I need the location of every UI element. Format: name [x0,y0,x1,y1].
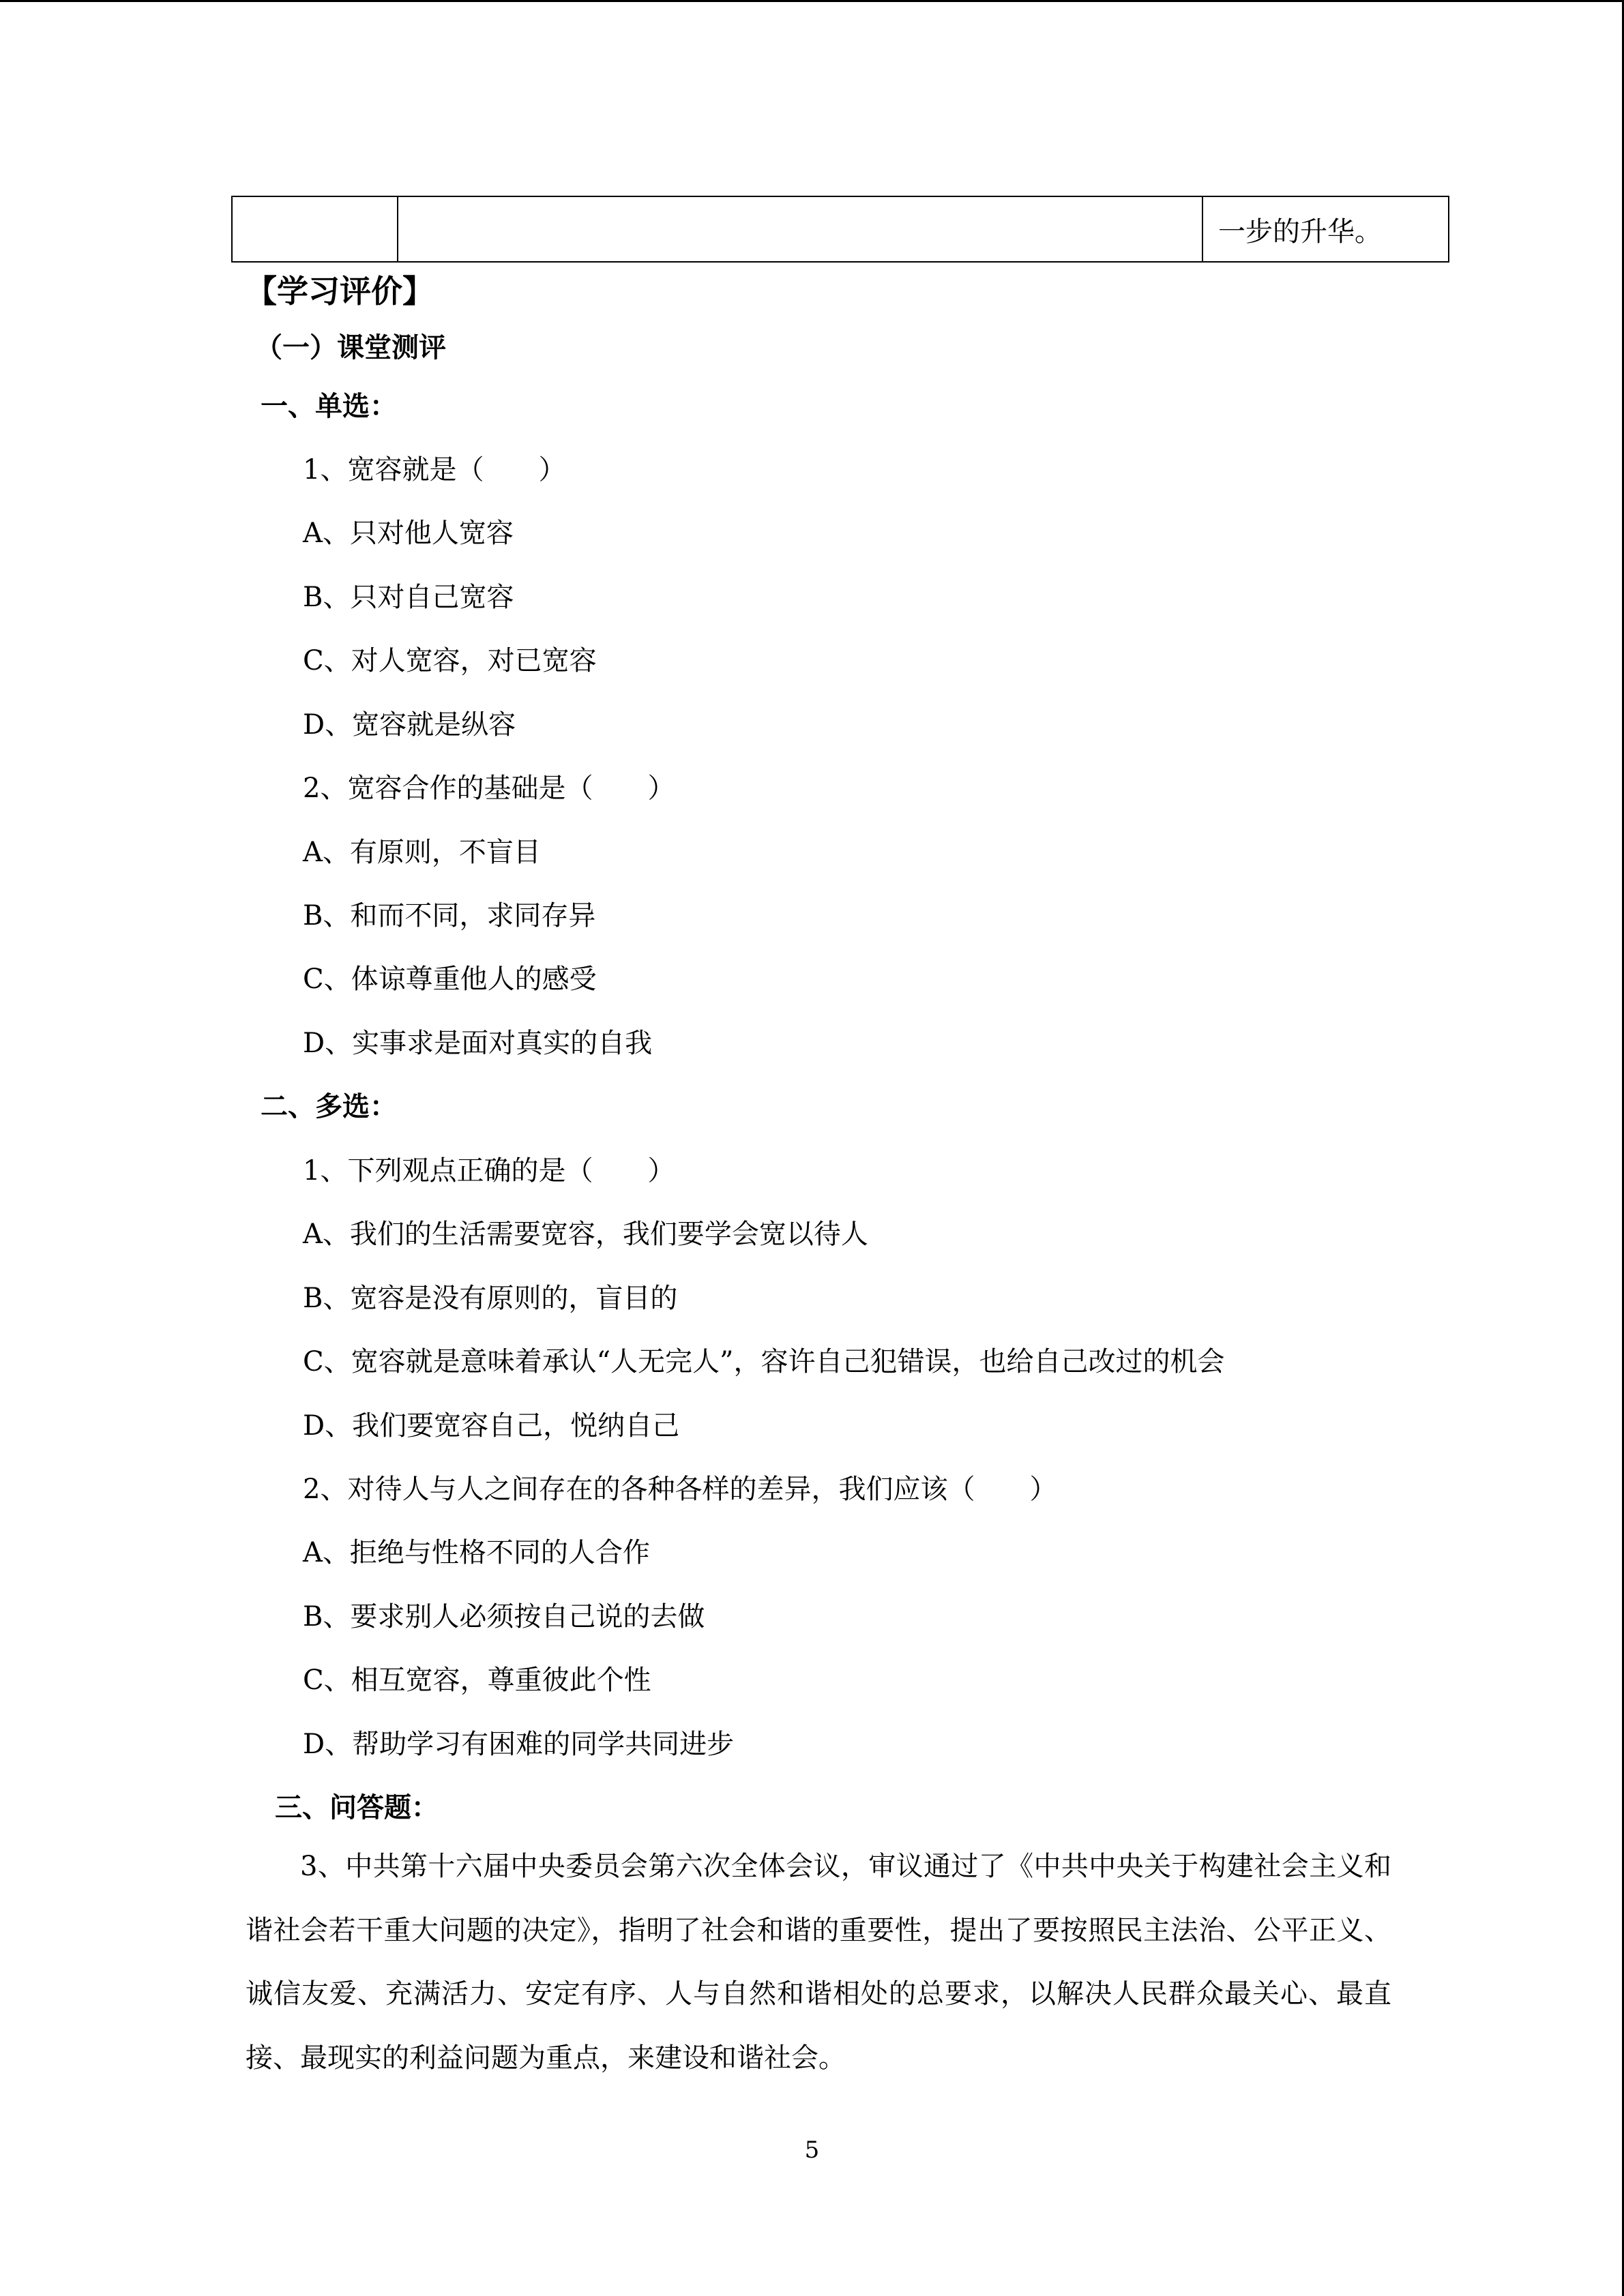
part-heading: 一、单选： [261,390,397,422]
question-stem: 1、下列观点正确的是（ ） [303,1155,675,1187]
table-cell [398,196,1202,262]
option-a: A、拒绝与性格不同的人合作 [303,1537,650,1568]
option-c: C、宽容就是意味着承认“人无完人”，容许自己犯错误，也给自己改过的机会 [303,1346,1225,1377]
option-c: C、对人宽容，对已宽容 [303,645,597,676]
question-stem: 2、宽容合作的基础是（ ） [303,773,675,804]
section-title: 【学习评价】 [246,273,434,310]
option-b: B、要求别人必须按自己说的去做 [303,1601,705,1632]
continuation-table [231,196,1449,263]
option-c: C、体谅尊重他人的感受 [303,964,597,995]
option-b: B、只对自己宽容 [303,582,514,613]
option-b: B、和而不同，求同存异 [303,900,596,931]
table-cell [232,196,398,262]
option-d: D、实事求是面对真实的自我 [303,1028,653,1059]
option-b: B、宽容是没有原则的，盲目的 [303,1283,678,1314]
section-subtitle: （一）课堂测评 [255,331,446,363]
question-stem: 1、宽容就是（ ） [303,454,566,486]
option-d: D、宽容就是纵容 [303,709,516,741]
table-row [232,196,1449,262]
essay-question-paragraph: 3、中共第十六届中央委员会第六次全体会议，审议通过了《中共中央关于构建社会主义和谐社会若干重大问题的决定》，指明了社会和谐的重要性，提出了要按照民主法治、公平正义、诚信友爱、充满活力、安定有序、人与自然和谐相处的总要求，以解决人民群众最关心、最直接、最现实的利益问题为重点，来建设和谐社会。 [246,1851,1391,2074]
option-c: C、相互宽容，尊重彼此个性 [303,1665,651,1696]
option-a: A、只对他人宽容 [303,518,514,549]
question-stem: 2、对待人与人之间存在的各种各样的差异，我们应该（ ） [303,1474,1057,1505]
option-a: A、有原则，不盲目 [303,837,541,868]
part-heading: 二、多选： [261,1090,397,1122]
option-d: D、帮助学习有困难的同学共同进步 [303,1729,735,1760]
page-border-top [0,0,1624,2]
table-cell: 一步的升华。 [1202,196,1449,262]
page-number: 5 [804,2136,820,2164]
part-heading: 三、问答题： [275,1791,439,1823]
option-a: A、我们的生活需要宽容，我们要学会宽以待人 [303,1219,868,1250]
option-d: D、我们要宽容自己，悦纳自己 [303,1410,680,1442]
